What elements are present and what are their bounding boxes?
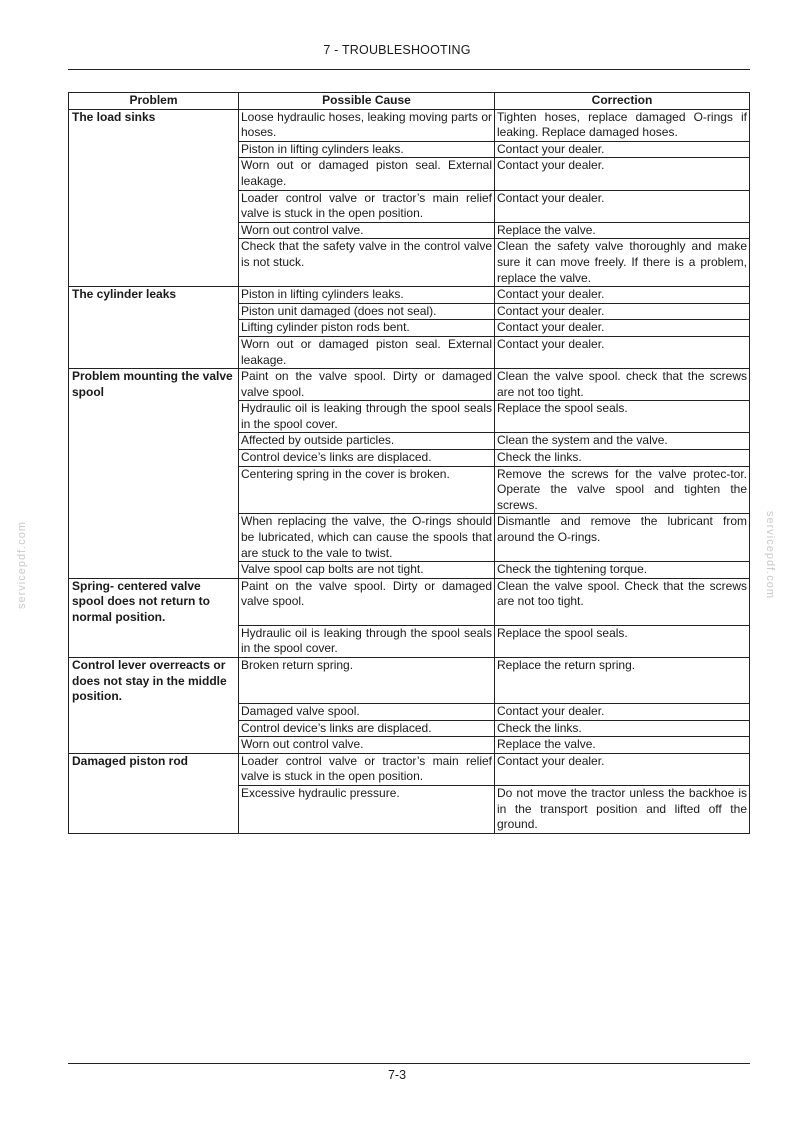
correction-cell: Clean the system and the valve.: [495, 433, 750, 450]
table-header-row: [69, 93, 750, 110]
correction-cell: Remove the screws for the valve protec-tor. Operate the valve spool and tighten the screws.: [495, 466, 750, 514]
cause-cell: Centering spring in the cover is broken.: [239, 466, 495, 514]
table-row: [69, 578, 750, 625]
cause-cell: Valve spool cap bolts are not tight.: [239, 562, 495, 579]
page-header: 7 - TROUBLESHOOTING: [323, 43, 471, 57]
correction-cell: Contact your dealer.: [495, 141, 750, 158]
cause-cell: Hydraulic oil is leaking through the spool seals in the spool cover.: [239, 401, 495, 433]
column-header-problem: Problem: [69, 93, 239, 110]
cause-cell: Paint on the valve spool. Dirty or damaged valve spool.: [239, 369, 495, 401]
correction-cell: Clean the safety valve thoroughly and make sure it can move freely. If there is a problem, replace the valve.: [495, 239, 750, 287]
correction-cell: Contact your dealer.: [495, 287, 750, 304]
cause-cell: Control device’s links are displaced.: [239, 450, 495, 467]
cause-cell: Worn out control valve.: [239, 222, 495, 239]
correction-cell: Do not move the tractor unless the backhoe is in the transport position and lifted off the ground.: [495, 785, 750, 833]
cause-cell: Broken return spring.: [239, 658, 495, 704]
table-row: [69, 753, 750, 785]
correction-cell: Contact your dealer.: [495, 158, 750, 190]
table-row: [69, 658, 750, 704]
footer-rule: [68, 1063, 750, 1064]
correction-cell: Contact your dealer.: [495, 753, 750, 785]
cause-cell: Loader control valve or tractor’s main relief valve is stuck in the open position.: [239, 190, 495, 222]
cause-cell: Control device’s links are displaced.: [239, 720, 495, 737]
cause-cell: Loose hydraulic hoses, leaking moving parts or hoses.: [239, 109, 495, 141]
problem-cell: The cylinder leaks: [69, 287, 239, 369]
correction-cell: Tighten hoses, replace damaged O-rings if leaking. Replace damaged hoses.: [495, 109, 750, 141]
problem-cell: Damaged piston rod: [69, 753, 239, 833]
correction-cell: Replace the valve.: [495, 737, 750, 754]
problem-cell: Problem mounting the valve spool: [69, 369, 239, 579]
header-rule: [68, 69, 750, 70]
page-number: 7-3: [387, 1068, 407, 1082]
problem-cell: Control lever overreacts or does not stay in the middle position.: [69, 658, 239, 754]
cause-cell: Excessive hydraulic pressure.: [239, 785, 495, 833]
correction-cell: Replace the spool seals.: [495, 401, 750, 433]
correction-cell: Check the links.: [495, 720, 750, 737]
cause-cell: Affected by outside particles.: [239, 433, 495, 450]
correction-cell: Contact your dealer.: [495, 190, 750, 222]
correction-cell: Replace the spool seals.: [495, 625, 750, 657]
correction-cell: Contact your dealer.: [495, 303, 750, 320]
problem-cell: The load sinks: [69, 109, 239, 287]
cause-cell: Loader control valve or tractor’s main relief valve is stuck in the open position.: [239, 753, 495, 785]
correction-cell: Check the links.: [495, 450, 750, 467]
cause-cell: Lifting cylinder piston rods bent.: [239, 320, 495, 337]
cause-cell: Piston in lifting cylinders leaks.: [239, 141, 495, 158]
table-body: [69, 109, 750, 833]
watermark-right: servicepdf.com: [764, 511, 776, 599]
correction-cell: Clean the valve spool. Check that the screws are not too tight.: [495, 578, 750, 625]
cause-cell: Worn out control valve.: [239, 737, 495, 754]
correction-cell: Dismantle and remove the lubricant from around the O-rings.: [495, 514, 750, 562]
cause-cell: Check that the safety valve in the control valve is not stuck.: [239, 239, 495, 287]
column-header-cause: Possible Cause: [239, 93, 495, 110]
correction-cell: Clean the valve spool. check that the screws are not too tight.: [495, 369, 750, 401]
cause-cell: Piston in lifting cylinders leaks.: [239, 287, 495, 304]
watermark-left: servicepdf.com: [16, 521, 28, 609]
cause-cell: Worn out or damaged piston seal. External leakage.: [239, 158, 495, 190]
table-row: [69, 287, 750, 304]
table-row: [69, 109, 750, 141]
correction-cell: Replace the valve.: [495, 222, 750, 239]
cause-cell: Worn out or damaged piston seal. External leakage.: [239, 336, 495, 368]
troubleshooting-table: [68, 92, 750, 834]
cause-cell: Paint on the valve spool. Dirty or damaged valve spool.: [239, 578, 495, 625]
cause-cell: When replacing the valve, the O-rings should be lubricated, which can cause the spools that are stuck to the vale to twist.: [239, 514, 495, 562]
correction-cell: Replace the return spring.: [495, 658, 750, 704]
cause-cell: Hydraulic oil is leaking through the spool seals in the spool cover.: [239, 625, 495, 657]
column-header-correction: Correction: [495, 93, 750, 110]
correction-cell: Check the tightening torque.: [495, 562, 750, 579]
cause-cell: Piston unit damaged (does not seal).: [239, 303, 495, 320]
cause-cell: Damaged valve spool.: [239, 704, 495, 721]
correction-cell: Contact your dealer.: [495, 336, 750, 368]
correction-cell: Contact your dealer.: [495, 320, 750, 337]
problem-cell: Spring- centered valve spool does not return to normal position.: [69, 578, 239, 657]
table-row: [69, 369, 750, 401]
correction-cell: Contact your dealer.: [495, 704, 750, 721]
